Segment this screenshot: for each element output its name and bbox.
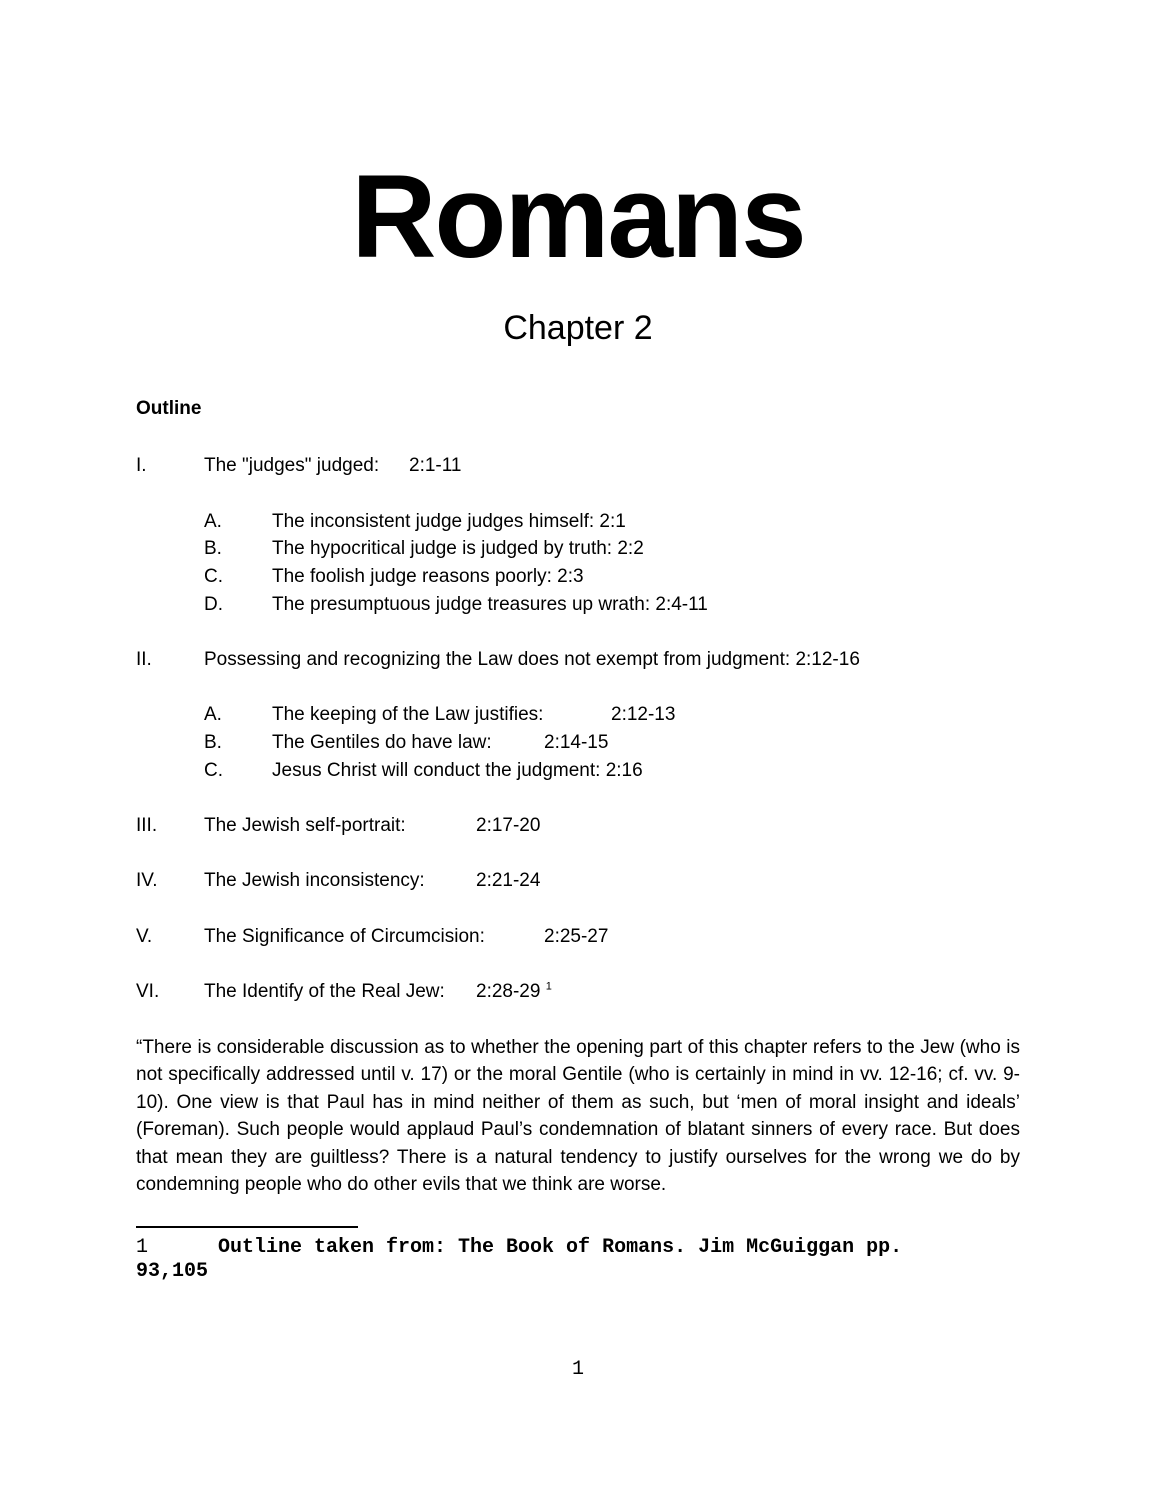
outline-text: The Identify of the Real Jew: <box>204 981 445 1002</box>
outline-number: III. <box>136 815 158 836</box>
outline-number: V. <box>136 926 153 947</box>
outline-text: The Gentiles do have law: <box>272 732 492 753</box>
page-title: Romans <box>351 151 805 283</box>
outline-text: The presumptuous judge treasures up wrath: 2:4-11 <box>272 594 708 615</box>
outline-number: I. <box>136 455 147 476</box>
outline-text: The "judges" judged: <box>204 455 380 476</box>
outline-number: C. <box>204 760 223 781</box>
outline-text: Jesus Christ will conduct the judgment: 2:16 <box>272 760 643 781</box>
chapter-subtitle: Chapter 2 <box>503 309 653 347</box>
outline-number: D. <box>204 594 223 615</box>
page-number: 1 <box>571 1358 584 1381</box>
footnote-number: 1 <box>136 1236 149 1259</box>
footnote-text: Outline taken from: The Book of Romans. Jim McGuiggan pp. <box>218 1236 903 1259</box>
outline-text: Possessing and recognizing the Law does not exempt from judgment: 2:12-16 <box>204 649 860 670</box>
outline-number: II. <box>136 649 152 670</box>
footnote-mark[interactable]: 1 <box>545 980 552 993</box>
outline-text: The Jewish self-portrait: <box>204 815 406 836</box>
outline-number: A. <box>204 511 222 532</box>
outline-text: The keeping of the Law justifies: <box>272 704 544 725</box>
body-paragraph: “There is considerable discussion as to whether the opening part of this chapter refers to the Jew (who is not specifically addressed until v. 17) or the moral Gentile (who is certainly in mind in vv. 12-16; cf. vv. 9-10). One view is that Paul has in mind neither of them as such, but ‘men of moral insight and ideals’ (Foreman). Such people would applaud Paul’s condemnation of blatant sinners of every race. But does that mean they are guiltless? There is a natural tendency to justify ourselves for the wrong we do by condemning people who do other evils that we think are worse. <box>136 1037 1020 1196</box>
outline-ref <box>476 980 552 1004</box>
outline-number: B. <box>204 732 222 753</box>
outline-text: The Jewish inconsistency: <box>204 870 425 891</box>
outline-ref: 2:12-13 <box>611 704 676 725</box>
outline-number: C. <box>204 566 223 587</box>
footnote-continuation: 93,105 <box>136 1260 209 1283</box>
outline-ref: 2:17-20 <box>476 815 541 836</box>
footnote <box>136 1236 1026 1284</box>
outline-ref-text: 2:28-29 <box>476 981 541 1002</box>
outline-number: VI. <box>136 981 160 1002</box>
outline-ref: 2:1-11 <box>409 455 462 476</box>
footnote-separator <box>136 1226 358 1228</box>
outline-ref: 2:21-24 <box>476 870 541 891</box>
outline-number: A. <box>204 704 222 725</box>
outline-ref: 2:14-15 <box>544 732 609 753</box>
outline-ref: 2:25-27 <box>544 926 609 947</box>
outline-number: IV. <box>136 870 158 891</box>
outline-text: The inconsistent judge judges himself: 2:1 <box>272 511 626 532</box>
outline-text: The Significance of Circumcision: <box>204 926 485 947</box>
outline-number: B. <box>204 538 222 559</box>
outline-heading: Outline <box>136 398 202 419</box>
outline-text: The hypocritical judge is judged by truth: 2:2 <box>272 538 644 559</box>
outline-text: The foolish judge reasons poorly: 2:3 <box>272 566 584 587</box>
